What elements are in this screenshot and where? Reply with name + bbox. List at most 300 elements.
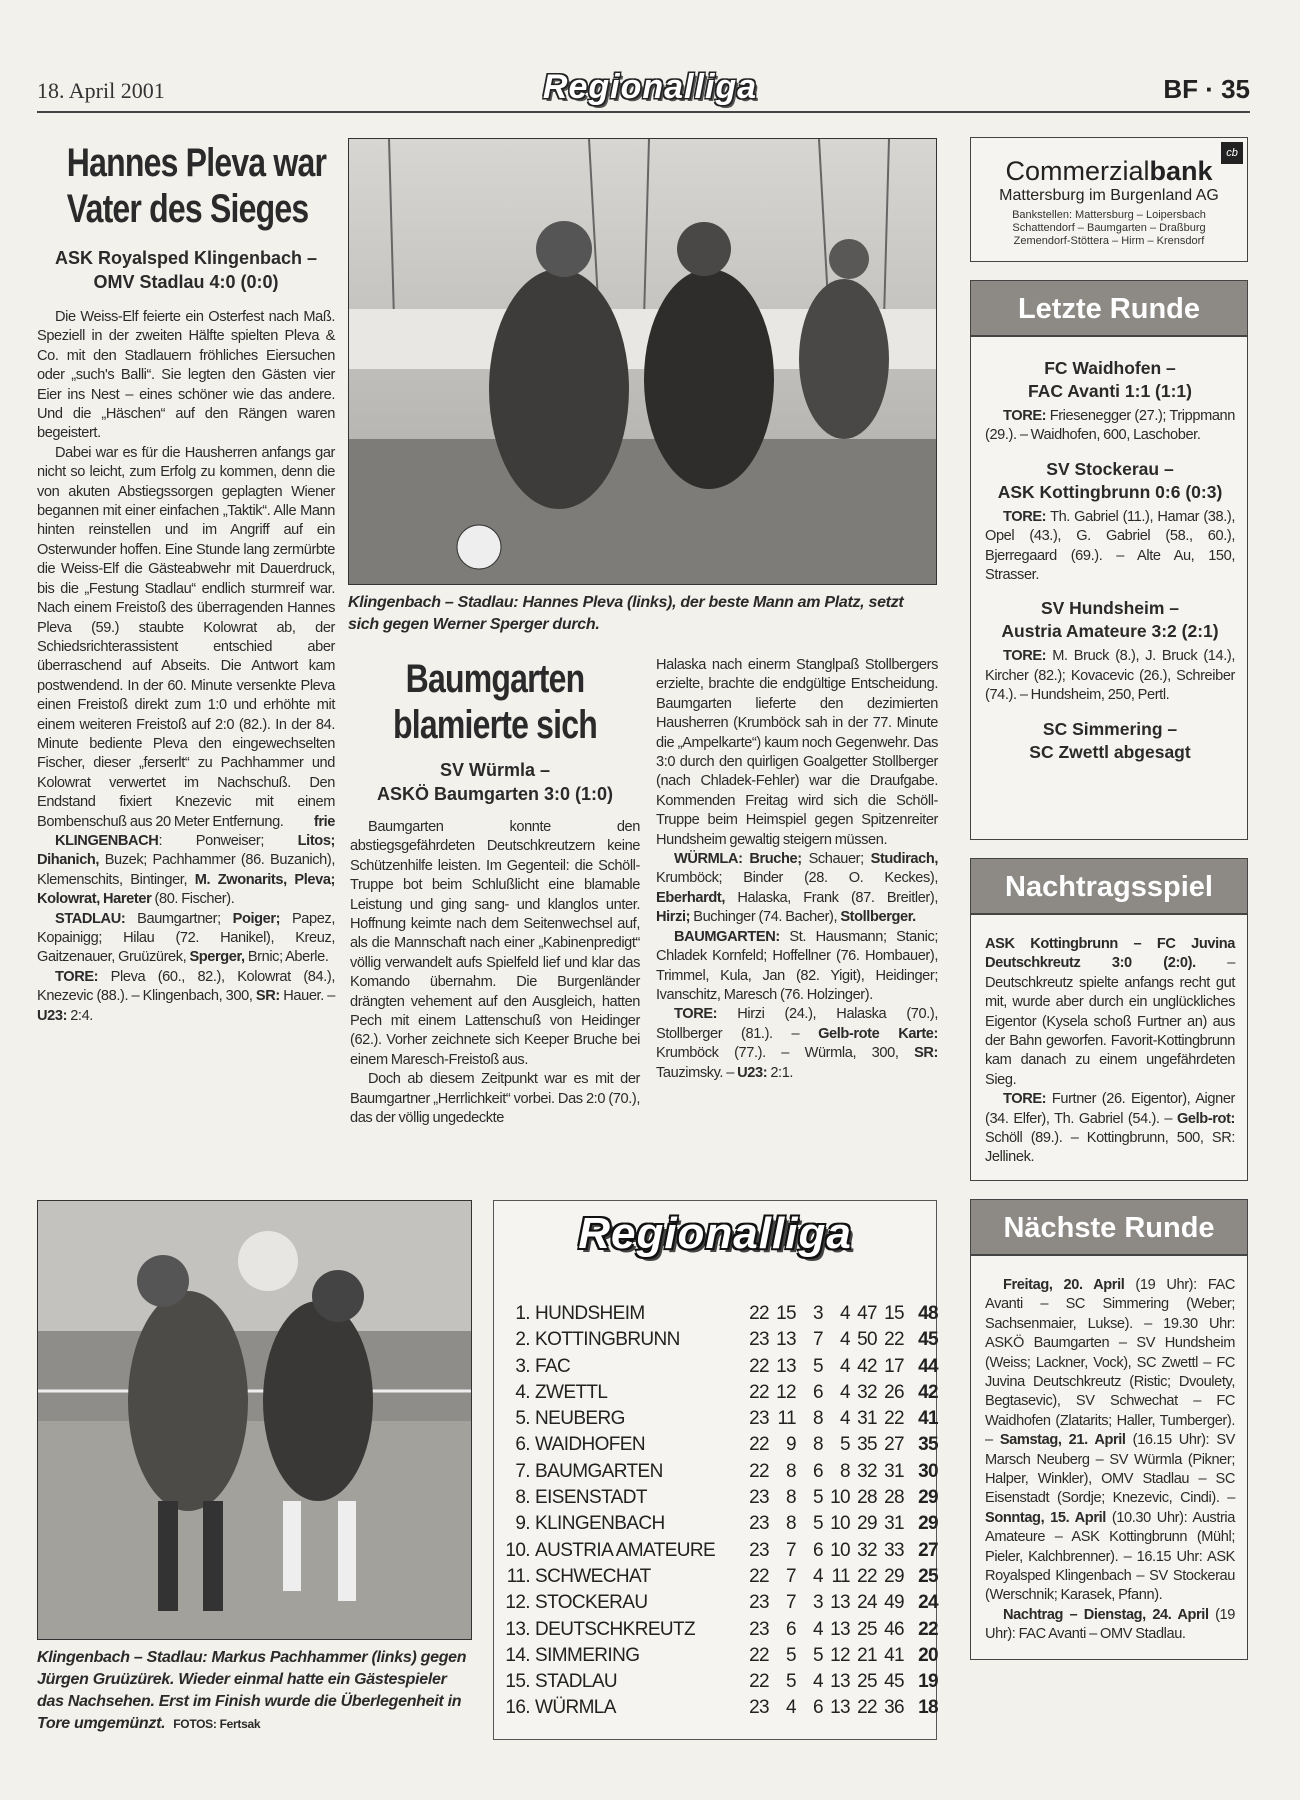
photo-caption xyxy=(37,1647,477,1735)
cell-games: 22 xyxy=(749,1355,769,1377)
bold-text: TORE: xyxy=(1003,648,1047,665)
cell-goals-for: 22 xyxy=(857,1697,877,1719)
cell-goals-against: 26 xyxy=(884,1381,904,1403)
subhead-line: ASK Royalsped Klingenbach – xyxy=(54,248,318,268)
table-row xyxy=(496,1669,938,1695)
table-row xyxy=(496,1590,938,1616)
cell-rank: 10. xyxy=(505,1539,530,1561)
box-title: Nachtragsspiel xyxy=(971,859,1247,915)
text: (80. Fischer). xyxy=(151,891,235,908)
cell-games: 23 xyxy=(749,1697,769,1719)
match-title xyxy=(985,597,1235,643)
rescheduled-match-box xyxy=(970,858,1248,1181)
cell-losses: 13 xyxy=(830,1697,850,1719)
lineup-baumgarten xyxy=(656,928,938,1006)
bank-logo-icon: cb xyxy=(1221,142,1243,164)
cell-wins: 12 xyxy=(776,1381,796,1403)
section-rubric: Regionalliga xyxy=(542,68,758,106)
cell-games: 23 xyxy=(749,1513,769,1535)
cell-wins: 8 xyxy=(786,1460,796,1482)
cell-wins: 7 xyxy=(786,1592,796,1614)
cell-points: 48 xyxy=(918,1303,938,1324)
match-title xyxy=(985,458,1235,504)
cell-wins: 7 xyxy=(786,1565,796,1587)
text: – Deutschkreutz spielte anfangs recht gut mit, wurde aber durch ein unglückliches Eigentor (Kysela schoß Furtner an) aus der Bahn geworfen. Favorit-Kottingbrunn kam danach zu einem ungefährdeten Sieg. xyxy=(985,955,1236,1088)
cell-draws: 8 xyxy=(813,1408,823,1430)
headline-line: Vater des Sieges xyxy=(66,187,309,231)
photo-credit: FOTOS: Fertsak xyxy=(173,1717,261,1731)
results-list xyxy=(971,337,1247,764)
table-row xyxy=(496,1538,938,1564)
cell-losses: 10 xyxy=(830,1539,850,1561)
cell-losses: 8 xyxy=(840,1460,850,1482)
cell-points: 41 xyxy=(918,1408,938,1430)
cell-points: 35 xyxy=(918,1434,938,1456)
cell-goals-against: 31 xyxy=(884,1460,904,1482)
cell-team: KLINGENBACH xyxy=(535,1513,665,1535)
table-row xyxy=(496,1354,938,1380)
headline-line: Hannes Pleva war xyxy=(66,141,327,185)
cell-games: 22 xyxy=(749,1460,769,1482)
cell-team: STOCKERAU xyxy=(535,1592,648,1614)
cell-goals-against: 36 xyxy=(884,1697,904,1719)
cell-goals-against: 22 xyxy=(884,1408,904,1430)
cell-team: KOTTINGBRUNN xyxy=(535,1329,680,1351)
box-title: Letzte Runde xyxy=(971,281,1247,337)
cell-wins: 13 xyxy=(776,1329,796,1351)
bold-text: BAUMGARTEN: xyxy=(674,928,780,945)
cell-wins: 4 xyxy=(786,1697,796,1719)
cell-losses: 4 xyxy=(840,1408,850,1430)
text: Krumböck (77.). – Würmla, 300, xyxy=(656,1045,915,1062)
article-headline xyxy=(350,656,640,748)
subhead-line: OMV Stadlau 4:0 (0:0) xyxy=(93,272,279,292)
photo-caption: Klingenbach – Stadlau: Hannes Pleva (links), der beste Mann am Platz, setzt sich gegen Werner Sperger durch. xyxy=(348,594,904,633)
cell-games: 23 xyxy=(749,1329,769,1351)
lineup-klingenbach xyxy=(37,832,335,910)
bank-branches xyxy=(971,209,1247,248)
bold-text: U23: xyxy=(37,1007,68,1024)
text: Buchinger (74. Bacher), xyxy=(690,909,841,926)
cell-goals-against: 49 xyxy=(884,1592,904,1614)
text: Schauer; xyxy=(801,851,871,868)
cell-team: SIMMERING xyxy=(535,1644,640,1666)
cell-games: 23 xyxy=(749,1539,769,1561)
text: (19 Uhr): FAC Avanti – SC Simmering (Weber; Sachsenmaier, Lukse). – 19.30 Uhr: ASKÖ Baumgarten – SV Hundsheim (Weiss; Lackner, Vock), SC Zwettl – FC Juvina Deutschkreutz (Ristic; Dvoulety, Begtasevic), SV Schwechat – FC Waidhofen (Zlatarits; Haller, Tumberger). – xyxy=(985,1276,1236,1449)
cell-games: 23 xyxy=(749,1408,769,1430)
cell-points: 42 xyxy=(918,1381,938,1403)
bold-text: TORE: xyxy=(55,968,99,985)
cell-goals-against: 45 xyxy=(884,1671,904,1693)
cell-rank: 8. xyxy=(515,1487,530,1509)
branch-line: Zemendorf-Stöttera – Hirm – Krensdorf xyxy=(1013,235,1205,247)
bold-text: Hirzi; xyxy=(656,909,691,926)
cell-points: 44 xyxy=(918,1355,938,1377)
cell-team: WÜRMLA xyxy=(535,1697,616,1719)
table-row xyxy=(496,1564,938,1590)
cell-losses: 4 xyxy=(840,1355,850,1377)
bold-text: SR: xyxy=(914,1045,938,1062)
next-round-box xyxy=(970,1199,1248,1660)
cell-rank: 13. xyxy=(505,1618,530,1640)
cell-draws: 4 xyxy=(813,1565,823,1587)
cell-wins: 5 xyxy=(786,1644,796,1666)
cell-wins: 9 xyxy=(786,1434,796,1456)
cell-games: 23 xyxy=(749,1592,769,1614)
table-title: Regionalliga xyxy=(578,1209,852,1258)
cell-goals-for: 32 xyxy=(857,1381,877,1403)
cell-games: 23 xyxy=(749,1487,769,1509)
cell-rank: 2. xyxy=(515,1329,530,1351)
table-row xyxy=(496,1406,938,1432)
cell-goals-for: 31 xyxy=(857,1408,877,1430)
cell-losses: 13 xyxy=(830,1592,850,1614)
goals-info xyxy=(985,407,1235,446)
text: M. Bruck (8.), J. Bruck (14.), Kircher (82.); Kovacevic (26.), Schreiber (74.). – Hundsheim, 250, Pertl. xyxy=(985,648,1235,704)
cell-games: 23 xyxy=(749,1618,769,1640)
cell-goals-for: 29 xyxy=(857,1513,877,1535)
paragraph-text: Dabei war es für die Hausherren anfangs gar nicht so leicht, zum Erfolg zu kommen, denn die von akuten Abstiegssorgen geplagten Wiener begannen mit einer einfachen „Taktik“. Alle Mann hinten reinstellen und im Angriff auf ein Osterwunder hoffen. Eine Stunde lang zermürbte die Weiss-Elf die Gästeabwehr mit Dauerdruck, bis die „Festung Stadlau“ endlich sturmreif war. Nach einem Freistoß des überragenden Hannes Pleva (59.) staubte Kolowrat ab, der Schiedsrichterassistent entschied aber überraschend auf Abseits. Die Antwort kam postwendend. In der 60. Minute versenkte Pleva einen Freistoß direkt zum 1:0 und erhöhte mit einem weiteren Freistoß auf 2:0 (82.). In der 84. Minute bediente Pleva den eingewechselten Fischer, dieser „ferserlt“ zu Pachhammer und Kolowrat verwertet im Nachschuß. Den Endstand fixiert Knezevic mit einem Bombenschuß aus 20 Meter Entfernung. xyxy=(37,444,335,830)
cell-losses: 12 xyxy=(830,1644,850,1666)
cell-losses: 13 xyxy=(830,1618,850,1640)
goals-info xyxy=(985,647,1235,705)
cell-losses: 10 xyxy=(830,1487,850,1509)
text: (16.15 Uhr): SV Marsch Neuberg – SV Würmla (Pikner; Halper, Winkler), OMV Stadlau – SC Eisenstadt (Sordje; Knezevic, Cindi). – xyxy=(985,1432,1235,1507)
text: Th. Gabriel (11.), Hamar (38.), Opel (43.), G. Gabriel (58., 60.), Bjerregaard (69.). – Alte Au, 150, Strasser. xyxy=(985,508,1235,584)
bold-text: Poiger; xyxy=(232,910,281,927)
cell-games: 22 xyxy=(749,1565,769,1587)
paragraph xyxy=(985,1090,1235,1168)
match-title-line: SC Simmering – xyxy=(1042,718,1178,739)
bold-text: Sonntag, 15. April xyxy=(985,1509,1106,1526)
cell-wins: 6 xyxy=(786,1618,796,1640)
cell-draws: 6 xyxy=(813,1381,823,1403)
cell-goals-for: 25 xyxy=(857,1618,877,1640)
match-title xyxy=(985,357,1235,403)
cell-draws: 6 xyxy=(813,1539,823,1561)
match-result xyxy=(985,597,1235,705)
bold-text: U23: xyxy=(737,1064,768,1081)
subhead-line: SV Würmla – xyxy=(439,760,551,780)
lineup-stadlau xyxy=(37,910,335,968)
cell-draws: 7 xyxy=(813,1329,823,1351)
headline-line: Baumgarten xyxy=(405,657,585,701)
lineup-wuermla xyxy=(656,850,938,928)
match-result xyxy=(985,357,1235,446)
cell-points: 18 xyxy=(918,1697,938,1719)
text: Furtner (26. Eigentor), Aigner (34. Elfer), Th. Gabriel (54.). – xyxy=(985,1091,1235,1127)
cell-goals-for: 35 xyxy=(857,1434,877,1456)
bold-text: SR: xyxy=(255,988,280,1005)
cell-goals-against: 29 xyxy=(884,1565,904,1587)
text: Halaska, Frank (87. Breitler), xyxy=(724,889,938,906)
bold-text: Samstag, 21. April xyxy=(999,1432,1126,1449)
match-title-line: Austria Amateure 3:2 (2:1) xyxy=(1001,621,1219,642)
cell-games: 22 xyxy=(749,1644,769,1666)
table-row xyxy=(496,1327,938,1353)
cell-team: NEUBERG xyxy=(535,1408,625,1430)
cell-goals-against: 15 xyxy=(884,1303,904,1324)
header-rule xyxy=(37,111,1250,113)
cell-points: 25 xyxy=(918,1565,938,1587)
match-result xyxy=(985,718,1235,764)
cell-team: BAUMGARTEN xyxy=(535,1460,663,1482)
cell-team: FAC xyxy=(535,1355,571,1377)
cell-losses: 10 xyxy=(830,1513,850,1535)
cell-draws: 6 xyxy=(813,1460,823,1482)
text: (19 Uhr): FAC Avanti – OMV Stadlau. xyxy=(985,1606,1235,1643)
cell-team: STADLAU xyxy=(535,1671,618,1693)
cell-team: EISENSTADT xyxy=(535,1487,647,1509)
box-title: Nächste Runde xyxy=(971,1200,1247,1256)
text: Tauzimsky. – xyxy=(656,1064,738,1081)
text: Krumböck; Binder (28. O. Keckes), xyxy=(656,870,938,887)
cell-losses: 11 xyxy=(831,1565,850,1587)
table-rows xyxy=(496,1301,938,1722)
cell-rank: 14. xyxy=(505,1644,530,1666)
bold-text: M. Zwonarits, Pleva; Kolowrat, Hareter xyxy=(37,871,335,908)
match-title-line: ASK Kottingbrunn 0:6 (0:3) xyxy=(997,481,1223,502)
paragraph xyxy=(985,1606,1235,1645)
box-body xyxy=(971,915,1247,1168)
cell-team: SCHWECHAT xyxy=(535,1565,651,1587)
cell-team: HUNDSHEIM xyxy=(535,1303,645,1324)
table-row xyxy=(496,1643,938,1669)
table-row xyxy=(496,1301,938,1327)
cell-points: 22 xyxy=(918,1618,938,1640)
cell-rank: 15. xyxy=(505,1671,530,1693)
paragraph: Die Weiss-Elf feierte ein Osterfest nach Maß. Speziell in der zweiten Hälfte spielten Pleva & Co. mit den Stadlauern fröhliches Eiersuchen oder „such's Balli“. Sie legten den Gästen vier Eier ins Nest – eines schöner wie das andere. Und die „Häschen“ auf den Rängen waren begeistert. xyxy=(37,309,335,442)
table-row xyxy=(496,1459,938,1485)
text: Schöll (89.). – Kottingbrunn, 500, SR: Jellinek. xyxy=(985,1130,1235,1166)
bold-text: Studirach, xyxy=(870,851,938,868)
bank-name xyxy=(971,156,1247,187)
cell-points: 29 xyxy=(918,1487,938,1509)
text: 2:1. xyxy=(767,1064,794,1081)
cell-draws: 4 xyxy=(813,1618,823,1640)
cell-points: 29 xyxy=(918,1513,938,1535)
cell-goals-against: 31 xyxy=(884,1513,904,1535)
goals-info xyxy=(656,1005,938,1083)
cell-team: ZWETTL xyxy=(535,1381,608,1403)
paragraph xyxy=(985,935,1235,1090)
article-baumgarten-continued xyxy=(656,656,938,1083)
cell-rank: 12. xyxy=(505,1592,530,1614)
cell-wins: 8 xyxy=(786,1513,796,1535)
cell-wins: 7 xyxy=(786,1539,796,1561)
match-photo-pachhammer xyxy=(37,1200,472,1640)
paragraph: Doch ab diesem Zeitpunkt war es mit der Baumgartner „Herrlichkeit“ vorbei. Das 2:0 (70.), das der völlig ungedeckte xyxy=(350,1071,640,1127)
caption-text: Klingenbach – Stadlau: Markus Pachhammer (links) gegen Jürgen Gruüzürek. Wieder einmal hatte ein Gästespieler das Nachsehen. Erst im Finish wurde die Überlegenheit in Tore umgemünzt. xyxy=(37,1649,467,1732)
cell-games: 22 xyxy=(749,1381,769,1403)
bold-text: TORE: xyxy=(674,1006,718,1023)
match-subhead xyxy=(37,246,335,294)
bold-text: ASK Kottingbrunn – FC Juvina Deutschkreutz 3:0 (2:0). xyxy=(985,936,1235,972)
table-row xyxy=(496,1432,938,1458)
paragraph xyxy=(985,1276,1235,1606)
cell-goals-for: 22 xyxy=(857,1565,877,1587)
cell-draws: 5 xyxy=(813,1644,823,1666)
bold-text: Litos; Dihanich, xyxy=(37,832,335,869)
match-photo-pleva xyxy=(348,138,937,585)
text: Hirzi (24.), Halaska (70.), Stollberger (81.). – xyxy=(656,1006,938,1042)
cell-goals-against: 27 xyxy=(884,1434,904,1456)
bold-text: Gelb-rot: xyxy=(1176,1110,1235,1127)
bold-text: Stollberger. xyxy=(840,909,916,926)
cell-rank: 4. xyxy=(515,1381,530,1403)
cell-goals-for: 32 xyxy=(857,1460,877,1482)
bank-name-light: Commerzial xyxy=(1005,156,1150,186)
table-row xyxy=(496,1617,938,1643)
cell-team: AUSTRIA AMATEURE xyxy=(535,1539,716,1561)
cell-losses: 4 xyxy=(840,1381,850,1403)
cell-wins: 15 xyxy=(776,1303,796,1324)
paragraph xyxy=(37,444,335,832)
cell-wins: 8 xyxy=(786,1487,796,1509)
cell-draws: 3 xyxy=(813,1592,823,1614)
text: 2:4. xyxy=(67,1007,93,1024)
page-number: BF · 35 xyxy=(1163,74,1250,104)
match-title-line: SV Hundsheim – xyxy=(1040,598,1180,619)
cell-rank: 5. xyxy=(515,1408,530,1430)
subhead-line: ASKÖ Baumgarten 3:0 (1:0) xyxy=(376,784,614,804)
headline-line: blamierte sich xyxy=(392,703,597,747)
cell-goals-against: 33 xyxy=(884,1539,904,1561)
cell-draws: 5 xyxy=(813,1487,823,1509)
match-result xyxy=(985,458,1235,586)
cell-losses: 5 xyxy=(840,1434,850,1456)
cell-points: 27 xyxy=(918,1539,938,1561)
match-title-line: FAC Avanti 1:1 (1:1) xyxy=(1027,381,1192,401)
cell-goals-for: 21 xyxy=(857,1644,877,1666)
cell-points: 19 xyxy=(918,1671,938,1693)
match-title-line: SV Stockerau – xyxy=(1046,458,1174,479)
bold-text: Nachtrag – Dienstag, 24. April xyxy=(1003,1606,1209,1623)
right-column xyxy=(970,137,1248,1660)
bold-text: WÜRMLA: Bruche; xyxy=(674,851,802,868)
cell-goals-for: 50 xyxy=(857,1329,877,1351)
cell-draws: 5 xyxy=(813,1355,823,1377)
cell-points: 20 xyxy=(918,1644,938,1666)
bold-text: STADLAU: xyxy=(55,910,126,927)
cell-draws: 8 xyxy=(813,1434,823,1456)
goals-info xyxy=(985,508,1235,586)
author-initials: frie xyxy=(313,813,335,830)
cell-rank: 7. xyxy=(515,1460,530,1482)
bold-text: Sperger, xyxy=(189,949,245,966)
cell-goals-for: 25 xyxy=(857,1671,877,1693)
text: Papez, Kopainigg; Hilau (72. Hanikel), Kreuz, Gaitzenauer, Gruüzürek, xyxy=(37,910,335,966)
cell-wins: 13 xyxy=(776,1355,796,1377)
cell-points: 30 xyxy=(918,1460,938,1482)
branch-line: Schattendorf – Baumgarten – Draßburg xyxy=(1012,222,1206,234)
paragraph: Baumgarten konnte den abstiegsgefährdeten Deutschkreutzern keine Schützenhilfe leisten. Im Gegenteil: die Schöll-Truppe bot beim Schlußlicht eine blamable Leistung und ging sang- und klanglos unter. Hoffnung keimte nach dem Seitenwechsel auf, als die Mannschaft nach einer „Kabinenpredigt“ völlig verwandelt aufs Spielfeld lief und klar das Komando übernahm. Die Burgenländer drängten vehement auf den Ausgleich, hatten Pech mit einem Lattenschuß von Heidinger (62.). Vorher zeichnete sich Keeper Bruche bei einem Maresch-Freistoß aus. xyxy=(350,819,640,1068)
cell-losses: 13 xyxy=(830,1671,850,1693)
bold-text: KLINGENBACH xyxy=(55,832,159,849)
cell-rank: 11. xyxy=(506,1565,530,1587)
cell-goals-for: 24 xyxy=(857,1592,877,1614)
cell-goals-for: 28 xyxy=(857,1487,877,1509)
cell-goals-against: 17 xyxy=(884,1355,904,1377)
cell-rank: 9. xyxy=(515,1513,530,1535)
article-body xyxy=(350,818,640,1129)
match-title-line: SC Zwettl abgesagt xyxy=(1029,741,1191,762)
cell-rank: 16. xyxy=(505,1697,530,1719)
match-subhead xyxy=(350,758,640,806)
photo-image xyxy=(38,1201,472,1640)
cell-goals-against: 46 xyxy=(884,1618,904,1640)
bold-text: Eberhardt, xyxy=(656,889,725,906)
bold-text: TORE: xyxy=(1003,1091,1047,1108)
text: (10.30 Uhr): Austria Amateure – ASK Kottingbrunn (Mühl; Pieler, Kalchbrenner). – 16.15 Uhr: ASK Royalsped Klingenbach – SV Stockerau (Werschnik; Karasek, Pfann). xyxy=(985,1509,1235,1604)
bold-text: TORE: xyxy=(1003,508,1047,525)
cell-games: 22 xyxy=(749,1303,769,1324)
cell-team: WAIDHOFEN xyxy=(535,1434,646,1456)
cell-goals-against: 28 xyxy=(884,1487,904,1509)
cell-draws: 6 xyxy=(813,1697,823,1719)
text: Buzek; Pachhammer (86. Buzanich), Klemenschits, Bintinger, xyxy=(37,852,335,888)
article-pleva xyxy=(37,140,335,1026)
cell-team: DEUTSCHKREUTZ xyxy=(535,1618,696,1640)
cell-goals-against: 22 xyxy=(884,1329,904,1351)
text: : Ponweiser; xyxy=(158,832,298,849)
article-baumgarten xyxy=(350,656,640,1129)
cell-rank: 3. xyxy=(515,1355,530,1377)
cell-points: 45 xyxy=(918,1329,938,1351)
article-headline xyxy=(37,140,335,232)
text: Hauer. – xyxy=(279,988,336,1005)
cell-losses: 4 xyxy=(840,1329,850,1351)
box-body xyxy=(971,1256,1247,1645)
photo-image xyxy=(349,139,937,585)
text: St. Hausmann; Stanic; Chladek Kornfeld; Hoffellner (76. Hombauer), Trimmel, Kula, Jan (82. Yigit), Heidinger; Ivanschitz, Maresch (76. Holzinger). xyxy=(656,928,938,1003)
text: Friesenegger (27.); Trippmann (29.). – Waidhofen, 600, Laschober. xyxy=(985,408,1235,444)
cell-wins: 5 xyxy=(786,1671,796,1693)
bold-text: Gelb-rote Karte: xyxy=(818,1025,938,1042)
cell-draws: 5 xyxy=(813,1513,823,1535)
bank-name-bold: bank xyxy=(1149,156,1213,186)
cell-wins: 11 xyxy=(777,1408,796,1430)
cell-goals-for: 42 xyxy=(857,1355,877,1377)
match-title-line: FC Waidhofen – xyxy=(1044,358,1176,378)
table-row xyxy=(496,1511,938,1537)
text: Pleva (60., 82.), Kolowrat (84.), Knezevic (88.). – Klingenbach, 300, xyxy=(37,968,335,1005)
table-row xyxy=(496,1695,938,1721)
bold-text: Freitag, 20. April xyxy=(1003,1276,1125,1293)
paragraph: Halaska nach einerm Stanglpaß Stollbergers erzielte, brachte die endgültige Entscheidung. Baumgarten lieferte den dezimierten Hausherren (Krumböck sah in der 77. Minute die „Ampelkarte“) kaum noch Gegenwehr. Das 3:0 durch den quirligen Goalgetter Stollberger (nach Chladek-Fehler) war die Draufgabe. Kommenden Freitag wird sich die Schöll-Truppe beim Heimspiel gegen Spitzenreiter Hundsheim gewaltig steigern müssen. xyxy=(656,657,938,848)
match-title xyxy=(985,718,1235,764)
cell-goals-for: 32 xyxy=(857,1539,877,1561)
standings-table xyxy=(493,1200,937,1740)
cell-goals-against: 41 xyxy=(884,1644,904,1666)
cell-rank: 1. xyxy=(515,1303,530,1324)
issue-date: 18. April 2001 xyxy=(37,78,165,103)
cell-rank: 6. xyxy=(515,1434,530,1456)
table-row xyxy=(496,1485,938,1511)
last-round-box xyxy=(970,280,1248,840)
cell-games: 22 xyxy=(749,1671,769,1693)
text: Baumgartner; xyxy=(125,910,233,927)
cell-goals-for: 47 xyxy=(857,1303,877,1324)
cell-games: 22 xyxy=(749,1434,769,1456)
bank-advertisement xyxy=(970,137,1248,262)
cell-draws: 4 xyxy=(813,1671,823,1693)
goals-info xyxy=(37,968,335,1026)
bank-subtitle: Mattersburg im Burgenland AG xyxy=(999,187,1219,204)
table-row xyxy=(496,1380,938,1406)
branch-line: Bankstellen: Mattersburg – Loipersbach xyxy=(1012,209,1206,221)
bold-text: TORE: xyxy=(1003,408,1047,424)
